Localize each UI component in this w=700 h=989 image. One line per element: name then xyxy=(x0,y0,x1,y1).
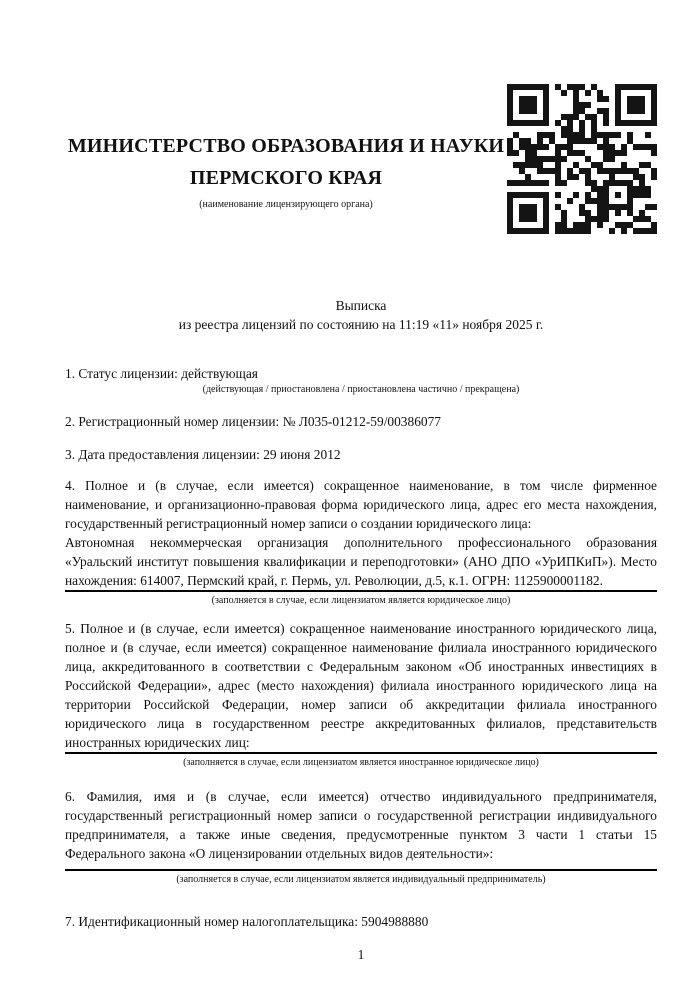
field-license-grant-date xyxy=(65,445,657,464)
field-individual-entrepreneur xyxy=(65,787,657,886)
field-legal-entity-name xyxy=(65,476,657,607)
authority-caption: (наименование лицензирующего органа) xyxy=(199,199,373,210)
qr-code-icon xyxy=(507,84,657,234)
licensing-authority-block xyxy=(65,84,507,210)
field-foreign-entity-name xyxy=(65,619,657,769)
field-registration-number xyxy=(65,412,657,431)
page-number: 1 xyxy=(357,947,365,962)
document-title xyxy=(65,296,657,334)
legal-entity-note: (заполняется в случае, если лицензиатом является юридическое лицо) xyxy=(211,595,511,606)
document-header xyxy=(65,84,657,234)
field-taxpayer-id xyxy=(65,912,657,931)
license-status-variants-note: (действующая / приостановлена / приостановлена частично / прекращена) xyxy=(202,384,520,395)
license-status-text: 1. Статус лицензии: действующая xyxy=(65,366,258,381)
entrepreneur-note: (заполняется в случае, если лицензиатом является индивидуальный предприниматель) xyxy=(176,874,546,885)
fill-in-rule xyxy=(65,752,657,754)
fill-in-rule xyxy=(65,590,657,592)
legal-entity-value: Автономная некоммерческая организация дополнительного профессионального образования «Уральский институт повышения квалификации и переподготовки» (АНО ДПО «УрИПКиП»). Место нахождения: 614007, Пермский край, г. Пермь, ул. Революции, д.5, к.1. ОГРН: 1125900001182. xyxy=(65,535,657,588)
document-title-line2: из реестра лицензий по состоянию на 11:19 «11» ноября 2025 г. xyxy=(178,317,544,332)
registration-number-text: 2. Регистрационный номер лицензии: № Л035-01212-59/00386077 xyxy=(65,414,441,429)
foreign-entity-note: (заполняется в случае, если лицензиатом является иностранное юридическое лицо) xyxy=(183,757,539,768)
taxpayer-id-text: 7. Идентификационный номер налогоплательщика: 5904988880 xyxy=(65,914,429,929)
authority-name-line2: ПЕРМСКОГО КРАЯ xyxy=(189,167,383,189)
authority-name-line1: МИНИСТЕРСТВО ОБРАЗОВАНИЯ И НАУКИ xyxy=(67,135,505,157)
license-grant-date-text: 3. Дата предоставления лицензии: 29 июня 2012 xyxy=(65,447,341,462)
foreign-entity-label: 5. Полное и (в случае, если имеется) сокращенное наименование иностранного юридического лица, полное и (в случае, если имеется) сокращенное наименование филиала иностранного юридического лица, аккредитованного в соответствии с Федеральным законом «Об иностранных инвестициях в Российской Федерации», адрес (место нахождения) филиала иностранного юридического лица на территории Российской Федерации, номер записи об аккредитации филиала иностранного юридического лица в государственном реестре аккредитованных филиалов, представительств иностранных юридических лиц: xyxy=(65,621,657,750)
fill-in-rule xyxy=(65,869,657,871)
legal-entity-label: 4. Полное и (в случае, если имеется) сокращенное наименование, в том числе фирменное наименование, и организационно-правовая форма юридического лица, адрес его места нахождения, государственный регистрационный номер записи о создании юридического лица: xyxy=(65,478,657,531)
document-title-line1: Выписка xyxy=(335,298,387,313)
entrepreneur-label: 6. Фамилия, имя и (в случае, если имеется) отчество индивидуального предпринимателя, государственный регистрационный номер записи о государственной регистрации индивидуального предпринимателя, а также иные сведения, предусмотренные пунктом 3 части 1 статьи 15 Федерального закона «О лицензировании отдельных видов деятельности»: xyxy=(65,789,657,861)
field-license-status xyxy=(65,364,657,396)
